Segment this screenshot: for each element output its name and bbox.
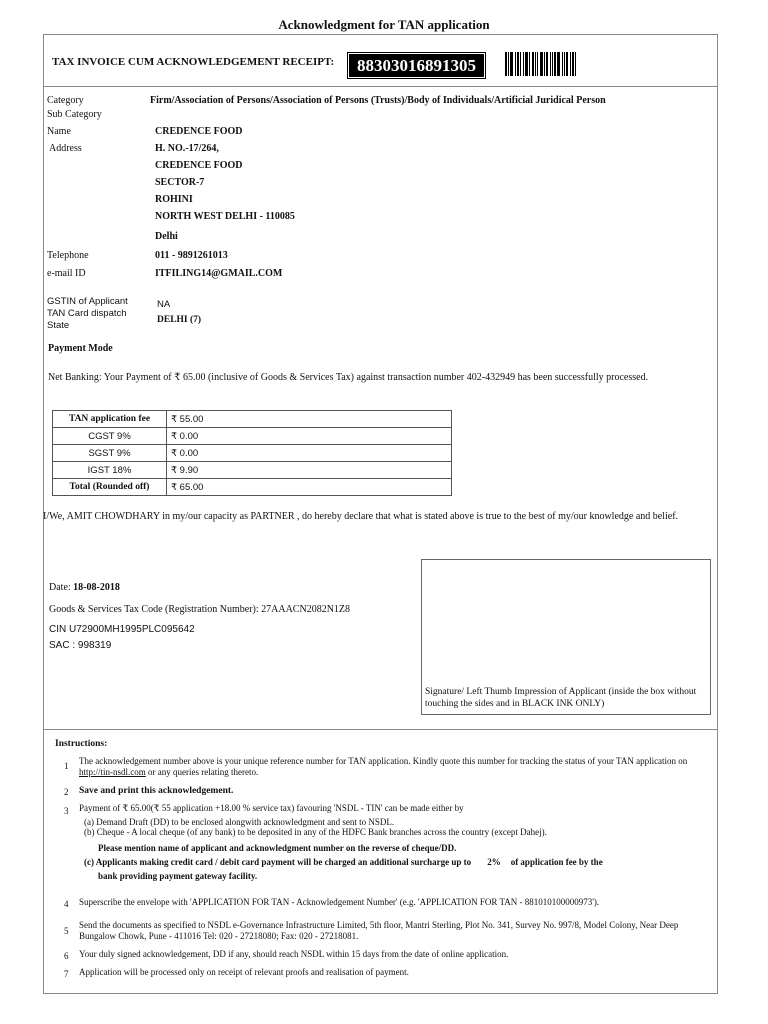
- address-line: H. NO.-17/264,: [155, 143, 219, 154]
- header-divider: [43, 86, 718, 87]
- table-row: [53, 428, 452, 445]
- instruction-number: 4: [64, 899, 69, 909]
- instruction-text: Send the documents as specified to NSDL e-Governance Infrastructure Limited, 5th floor, Mantri Sterling, Plot No. 341, Survey No. 997/8, Model Colony, Near Deep Bungalow Chowk, Pune - 411016 Tel: 020 - 27218080; Fax: 020 - 27218081.: [79, 920, 679, 941]
- address-line: NORTH WEST DELHI - 110085: [155, 211, 295, 222]
- instruction-number: 5: [64, 926, 69, 936]
- gst-code: Goods & Services Tax Code (Registration Number): 27AAACN2082N1Z8: [49, 604, 351, 615]
- address-line: Delhi: [155, 231, 178, 242]
- table-row: [53, 411, 452, 428]
- email-label: e-mail ID: [47, 268, 86, 279]
- address-label: Address: [49, 143, 82, 154]
- instruction-text: Your duly signed acknowledgement, DD if any, should reach NSDL within 15 days from the date of online application.: [79, 949, 509, 959]
- instruction-subitem: [84, 857, 603, 868]
- instruction-text: Application will be processed only on receipt of relevant proofs and realisation of payment.: [79, 967, 409, 977]
- address-line: SECTOR-7: [155, 177, 205, 188]
- telephone-label: Telephone: [47, 250, 89, 261]
- page-title: Acknowledgment for TAN application: [278, 17, 490, 32]
- cin-number: CIN U72900MH1995PLC095642: [49, 624, 195, 635]
- signature-caption: Signature/ Left Thumb Impression of Applicant (inside the box without touching the sides and in BLACK INK ONLY): [425, 687, 697, 709]
- fee-value: ₹ 0.00: [167, 445, 452, 462]
- fee-label: CGST 9%: [53, 428, 167, 445]
- instruction-text: Save and print this acknowledgement.: [79, 786, 234, 796]
- fee-value: ₹ 9.90: [167, 462, 452, 479]
- state-value: DELHI (7): [157, 315, 202, 325]
- table-row: [53, 479, 452, 496]
- table-row: [53, 462, 452, 479]
- gstin-label: GSTIN of Applicant: [47, 296, 128, 307]
- fee-label: TAN application fee: [53, 411, 167, 428]
- instruction-note: Please mention name of applicant and acknowledgment number on the reverse of cheque/DD.: [98, 843, 457, 853]
- instruction-text: bank providing payment gateway facility.: [98, 871, 258, 881]
- instruction-item: [79, 756, 711, 778]
- instruction-number: 2: [64, 787, 69, 797]
- instruction-number: 1: [64, 761, 69, 771]
- instruction-subitem: (a) Demand Draft (DD) to be enclosed alongwith acknowledgment and sent to NSDL.: [84, 817, 395, 827]
- declaration-text: I/We, AMIT CHOWDHARY in my/our capacity as PARTNER , do hereby declare that what is stated above is true to the best of my/our knowledge and belief.: [43, 511, 679, 522]
- fee-label: SGST 9%: [53, 445, 167, 462]
- fee-table: [52, 410, 452, 496]
- dispatch-label: TAN Card dispatch: [47, 308, 127, 319]
- category-value: Firm/Association of Persons/Association of Persons (Trusts)/Body of Individuals/Artificial Juridical Person: [150, 95, 606, 106]
- date-row: [49, 582, 120, 593]
- fee-value: ₹ 65.00: [167, 479, 452, 496]
- instruction-text: of application fee by the: [510, 857, 603, 867]
- receipt-label: TAX INVOICE CUM ACKNOWLEDGEMENT RECEIPT:: [52, 56, 335, 68]
- instructions-heading: Instructions:: [55, 739, 108, 749]
- payment-text: Net Banking: Your Payment of ₹ 65.00 (inclusive of Goods & Services Tax) against transaction number 402-432949 has been successfully processed.: [48, 372, 649, 383]
- fee-label: Total (Rounded off): [53, 479, 167, 496]
- acknowledgement-number: 88303016891305: [347, 52, 486, 79]
- instruction-number: 3: [64, 806, 69, 816]
- fee-label: IGST 18%: [53, 462, 167, 479]
- state-label: State: [47, 320, 70, 331]
- category-label: Category: [47, 95, 84, 106]
- instruction-text: Superscribe the envelope with 'APPLICATION FOR TAN - Acknowledgement Number' (e.g. 'APPLICATION FOR TAN - 881010100000973').: [79, 897, 600, 907]
- signature-box[interactable]: [421, 559, 711, 715]
- email-value: ITFILING14@GMAIL.COM: [155, 268, 283, 279]
- instruction-number: 7: [64, 969, 69, 979]
- address-line: ROHINI: [155, 194, 193, 205]
- address-line: CREDENCE FOOD: [155, 160, 243, 171]
- fee-value: ₹ 0.00: [167, 428, 452, 445]
- instruction-text: (c) Applicants making credit card / debit card payment will be charged an additional surcharge up to: [84, 857, 472, 867]
- instructions-divider: [43, 729, 718, 730]
- telephone-value: 011 - 9891261013: [155, 250, 228, 261]
- surcharge-percent: 2%: [487, 857, 501, 867]
- name-value: CREDENCE FOOD: [155, 126, 243, 137]
- name-label: Name: [47, 126, 71, 137]
- instruction-text: The acknowledgement number above is your unique reference number for TAN application. Kindly quote this number for tracking the status of your TAN application on: [79, 756, 688, 766]
- table-row: [53, 445, 452, 462]
- subcategory-label: Sub Category: [47, 109, 102, 120]
- nsdl-link[interactable]: http://tin-nsdl.com: [79, 767, 146, 777]
- instruction-text: Payment of ₹ 65.00(₹ 55 application +18.00 % service tax) favouring 'NSDL - TIN' can be made either by: [79, 803, 464, 813]
- date-value: 18-08-2018: [73, 582, 120, 593]
- fee-value: ₹ 55.00: [167, 411, 452, 428]
- instruction-text: or any queries relating thereto.: [145, 767, 259, 777]
- date-label: Date:: [49, 582, 71, 593]
- sac-code: SAC : 998319: [49, 640, 112, 651]
- gstin-value: NA: [157, 299, 171, 310]
- instruction-number: 6: [64, 951, 69, 961]
- barcode-image: [505, 52, 587, 76]
- payment-mode-label: Payment Mode: [48, 343, 113, 354]
- instruction-subitem: (b) Cheque - A local cheque (of any bank) to be deposited in any of the HDFC Bank branches across the country (except Dahej).: [84, 827, 547, 837]
